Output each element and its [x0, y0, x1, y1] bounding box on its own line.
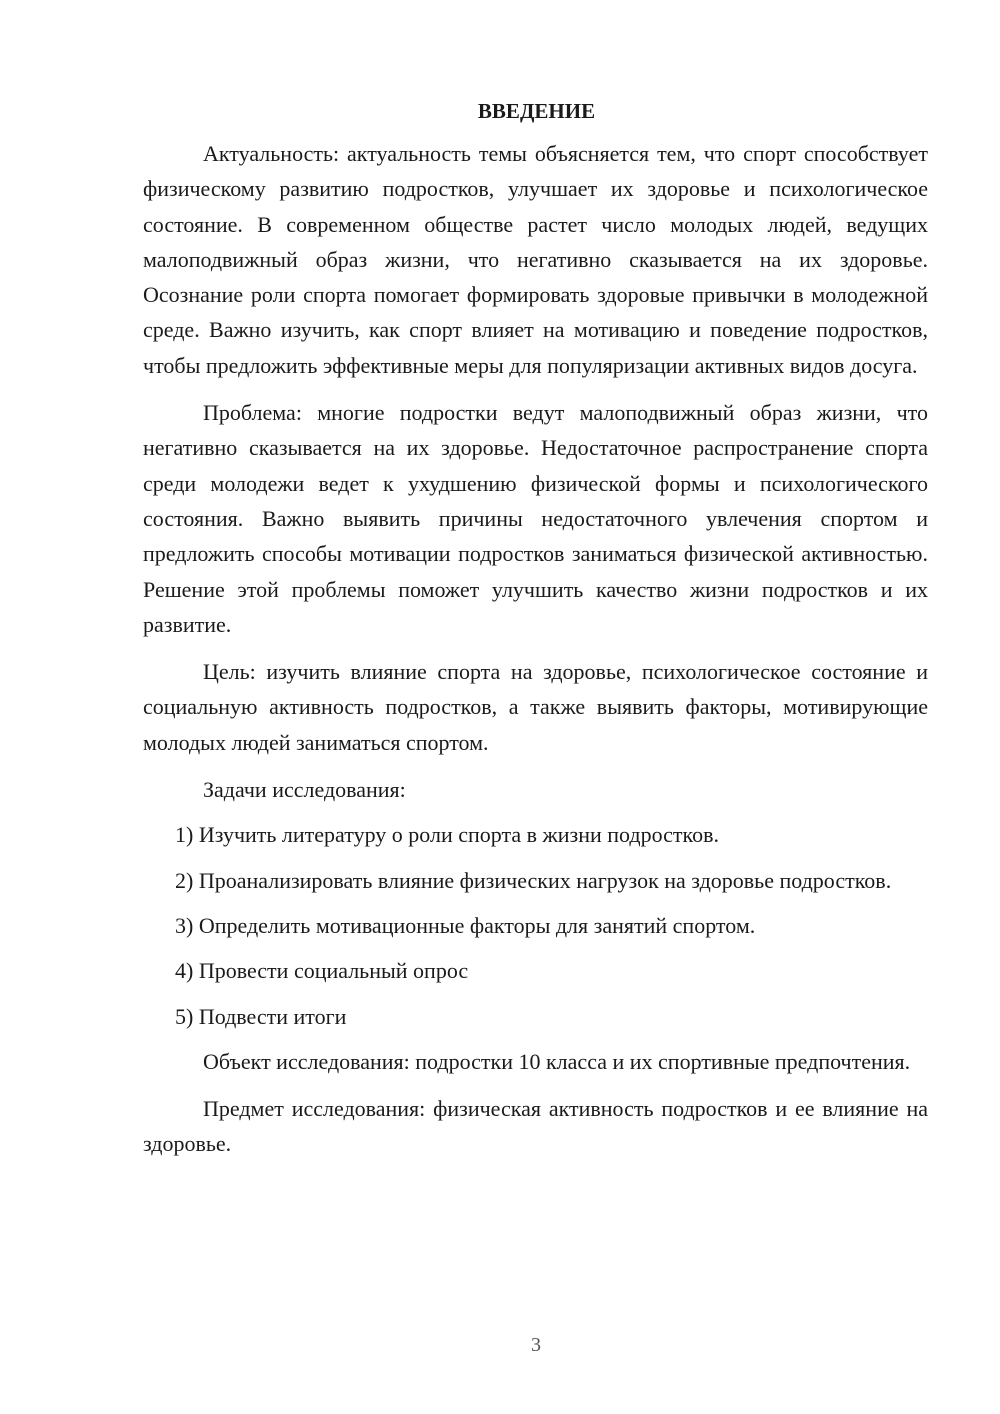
task-item-3: 3) Определить мотивационные факторы для занятий спортом. — [175, 912, 756, 938]
task-item-2: 2) Проанализировать влияние физических нагрузок на здоровье подростков. — [175, 867, 892, 893]
task-item-1: 1) Изучить литературу о роли спорта в жизни подростков. — [175, 822, 719, 848]
subject-paragraph: Предмет исследования: физическая активность подростков и ее влияние на здоровье. — [143, 1096, 928, 1157]
task-item-5: 5) Подвести итоги — [175, 1003, 347, 1029]
problem-paragraph: Проблема: многие подростки ведут малоподвижный образ жизни, что негативно сказывается на их здоровье. Недостаточное распространение спорта среди молодежи ведет к ухудшению физической формы и психологического состояния. Важно выявить причины недостаточного увлечения спортом и предложить способы мотивации подростков заниматься физической активностью. Решение этой проблемы поможет улучшить качество жизни подростков и их развитие. — [143, 400, 928, 637]
page-number: 3 — [531, 1334, 541, 1356]
object-paragraph: Объект исследования: подростки 10 класса и их спортивные предпочтения. — [203, 1048, 911, 1074]
tasks-heading: Задачи исследования: — [203, 777, 406, 803]
section-title: ВВЕДЕНИЕ — [477, 99, 596, 123]
relevance-paragraph: Актуальность: актуальность темы объясняется тем, что спорт способствует физическому развитию подростков, улучшает их здоровье и психологическое состояние. В современном обществе растет число молодых людей, ведущих малоподвижный образ жизни, что негативно сказывается на их здоровье. Осознание роли спорта помогает формировать здоровые привычки в молодежной среде. Важно изучить, как спорт влияет на мотивацию и поведение подростков, чтобы предложить эффективные меры для популяризации активных видов досуга. — [143, 141, 928, 378]
page-body — [143, 96, 928, 1174]
task-item-4: 4) Провести социальный опрос — [175, 958, 469, 984]
goal-paragraph: Цель: изучить влияние спорта на здоровье, психологическое состояние и социальную активность подростков, а также выявить факторы, мотивирующие молодых людей заниматься спортом. — [143, 659, 928, 755]
